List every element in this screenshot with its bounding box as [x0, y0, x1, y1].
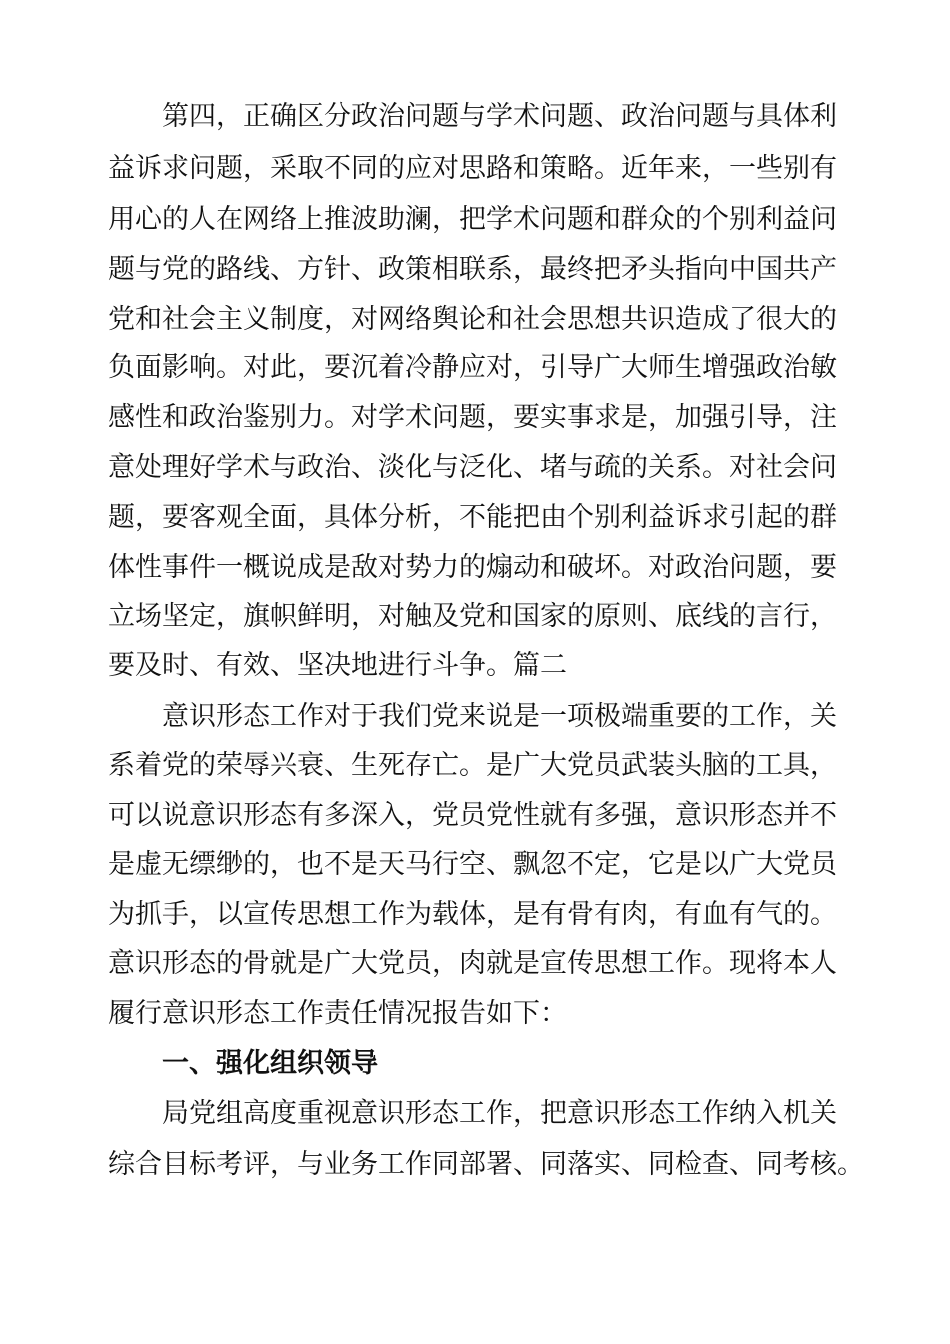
section-heading: 一、强化组织领导	[162, 1048, 378, 1079]
paragraph-line: 负面影响。对此，要沉着冷静应对，引导广大师生增强政治敏	[108, 352, 837, 383]
paragraph-line: 党和社会主义制度，对网络舆论和社会思想共识造成了很大的	[108, 304, 837, 335]
paragraph-line: 用心的人在网络上推波助澜，把学术问题和群众的个别利益问	[108, 204, 837, 235]
paragraph-line: 综合目标考评，与业务工作同部署、同落实、同检查、同考核。	[108, 1149, 864, 1180]
paragraph-line: 意处理好学术与政治、淡化与泛化、堵与疏的关系。对社会问	[108, 452, 837, 483]
paragraph-line: 为抓手，以宣传思想工作为载体，是有骨有肉，有血有气的。	[108, 899, 837, 930]
paragraph-line: 益诉求问题，采取不同的应对思路和策略。近年来，一些别有	[108, 153, 837, 184]
paragraph-line: 意识形态工作对于我们党来说是一项极端重要的工作，关	[162, 701, 837, 732]
paragraph-line: 履行意识形态工作责任情况报告如下：	[108, 998, 567, 1029]
paragraph-line: 要及时、有效、坚决地进行斗争。篇二	[108, 650, 567, 681]
paragraph-line: 感性和政治鉴别力。对学术问题，要实事求是，加强引导，注	[108, 402, 837, 433]
paragraph-line: 第四，正确区分政治问题与学术问题、政治问题与具体利	[162, 101, 837, 132]
paragraph-line: 可以说意识形态有多深入，党员党性就有多强，意识形态并不	[108, 800, 837, 831]
paragraph-line: 题，要客观全面，具体分析，不能把由个别利益诉求引起的群	[108, 502, 837, 533]
paragraph-line: 题与党的路线、方针、政策相联系，最终把矛头指向中国共产	[108, 254, 837, 285]
paragraph-line: 局党组高度重视意识形态工作，把意识形态工作纳入机关	[162, 1098, 837, 1129]
paragraph-line: 是虚无缥缈的，也不是天马行空、飘忽不定，它是以广大党员	[108, 849, 837, 880]
paragraph-line: 系着党的荣辱兴衰、生死存亡。是广大党员武装头脑的工具，	[108, 750, 837, 781]
paragraph-line: 意识形态的骨就是广大党员，肉就是宣传思想工作。现将本人	[108, 948, 837, 979]
paragraph-line: 体性事件一概说成是敌对势力的煽动和破坏。对政治问题，要	[108, 552, 837, 583]
paragraph-line: 立场坚定，旗帜鲜明，对触及党和国家的原则、底线的言行，	[108, 601, 837, 632]
